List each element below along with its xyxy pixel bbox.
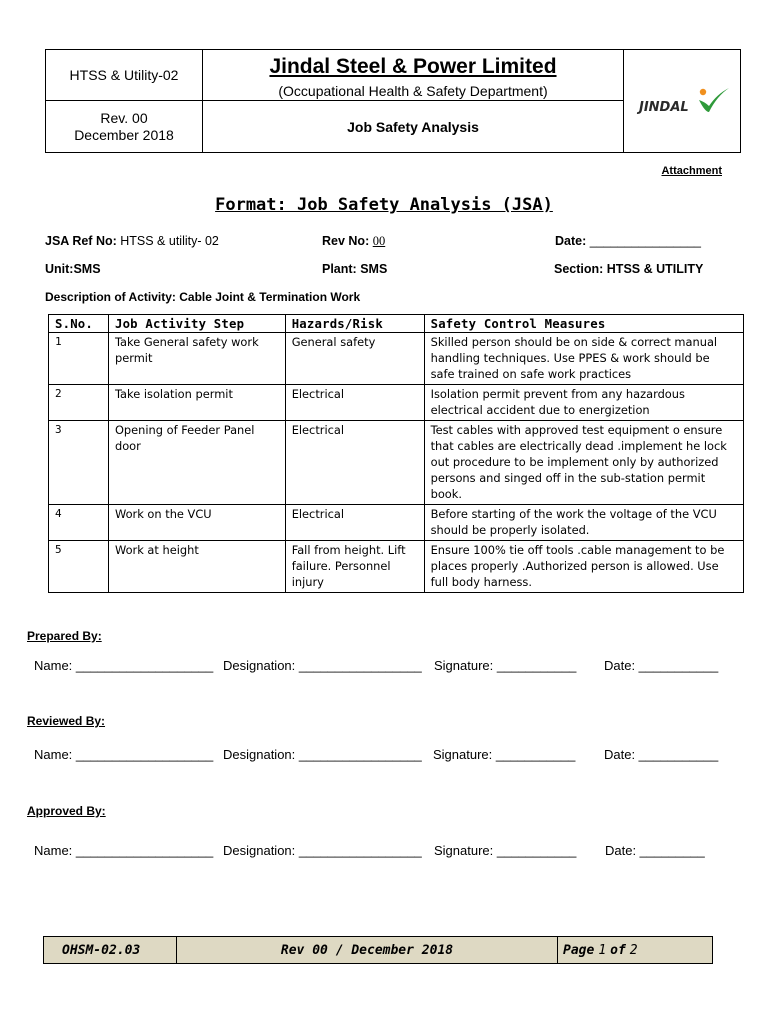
footer-doc-code: OHSM-02.03 [62,942,141,958]
column-header: Hazards/Risk [285,315,424,333]
prepared-date-field[interactable]: Date: ___________ [604,658,719,673]
format-title: Format: Job Safety Analysis (JSA) [215,195,553,215]
cell-hazard: Fall from height. Lift failure. Personnel injury [285,541,424,593]
page-prefix: Page [563,942,595,958]
column-header: Job Activity Step [108,315,285,333]
cell-control: Test cables with approved test equipment o ensure that cables are electrically dead .implement he lock out procedure to be implement only by authorized persons and singed off in the sub-station permit book. [424,421,743,505]
cell-activity: Work on the VCU [108,505,285,541]
date-label: Date: [555,234,587,248]
footer-revision: Rev 00 / December 2018 [280,942,454,958]
jsa-ref-value: HTSS & utility- 02 [120,234,219,248]
cell-activity: Take General safety work permit [108,333,285,385]
page-number [563,937,638,963]
revision-cell [46,101,202,153]
approved-designation-field[interactable]: Designation: _________________ [223,843,422,858]
cell-sno: 1 [49,333,109,385]
jindal-logo-graphic [633,82,733,122]
approved-by-label: Approved By: [27,804,106,818]
date-value: ________________ [589,234,701,248]
plant [322,262,387,276]
table-row [49,541,744,593]
jsa-ref [45,234,219,248]
company-name: Jindal Steel & Power Limited [269,55,557,78]
jsa-ref-label: JSA Ref No: [45,234,117,248]
rev-no-label: Rev No: [322,234,370,248]
cell-hazard: General safety [285,333,424,385]
rev-no-value: 00 [372,234,386,248]
reviewed-designation-field[interactable]: Designation: _________________ [223,747,422,762]
attachment-label: Attachment [661,165,722,177]
approved-signature-field[interactable]: Signature: ___________ [434,843,577,858]
reviewed-name-field[interactable]: Name: ___________________ [34,747,214,762]
cell-control: Isolation permit prevent from any hazardous electrical accident due to energizetion [424,385,743,421]
table-row [49,385,744,421]
cell-sno: 5 [49,541,109,593]
revision: Rev. 00 [100,110,148,126]
reviewed-date-field[interactable]: Date: ___________ [604,747,719,762]
page-footer [43,936,713,964]
cell-activity: Opening of Feeder Panel door [108,421,285,505]
doc-code: HTSS & Utility-02 [69,67,179,83]
cell-sno: 3 [49,421,109,505]
department: (Occupational Health & Safety Department) [278,83,548,99]
jsa-table [48,314,744,593]
table-header-row [49,315,744,333]
table-row [49,505,744,541]
document-header [45,49,741,153]
section: Section: HTSS & UTILITY [554,262,704,276]
revision-date: December 2018 [74,127,174,143]
approved-name-field[interactable]: Name: ___________________ [34,843,214,858]
plant-label: Plant: [322,262,357,276]
prepared-name-field[interactable]: Name: ___________________ [34,658,214,673]
footer-divider [557,937,558,963]
jindal-logo [624,50,741,153]
table-row [49,333,744,385]
page-of: of [610,942,626,958]
page-total: 2 [629,942,638,958]
prepared-by-label: Prepared By: [27,629,102,643]
cell-control: Before starting of the work the voltage of the VCU should be properly isolated. [424,505,743,541]
cell-control: Ensure 100% tie off tools .cable management to be places properly .Authorized person is allowed. Use full body harness. [424,541,743,593]
prepared-designation-field[interactable]: Designation: _________________ [223,658,422,673]
activity-description: Description of Activity: Cable Joint & Termination Work [45,290,361,304]
doc-title: Job Safety Analysis [347,119,479,135]
cell-control: Skilled person should be on side & correct manual handling techniques. Use PPES & work should be safe trained on safe work practices [424,333,743,385]
unit: Unit:SMS [45,262,101,276]
reviewed-signature-field[interactable]: Signature: ___________ [433,747,576,762]
cell-hazard: Electrical [285,421,424,505]
approved-date-field[interactable]: Date: _________ [605,843,705,858]
page-current: 1 [598,942,607,958]
reviewed-by-label: Reviewed By: [27,714,106,728]
table-row [49,421,744,505]
cell-activity: Take isolation permit [108,385,285,421]
column-header: S.No. [49,315,109,333]
column-header: Safety Control Measures [424,315,743,333]
prepared-signature-field[interactable]: Signature: ___________ [434,658,577,673]
date-field [555,234,701,248]
cell-hazard: Electrical [285,385,424,421]
logo-text: JINDAL [638,99,689,115]
logo-dot [699,88,705,94]
cell-activity: Work at height [108,541,285,593]
cell-sno: 4 [49,505,109,541]
cell-sno: 2 [49,385,109,421]
rev-no [322,234,385,249]
plant-value: SMS [360,262,388,276]
cell-hazard: Electrical [285,505,424,541]
